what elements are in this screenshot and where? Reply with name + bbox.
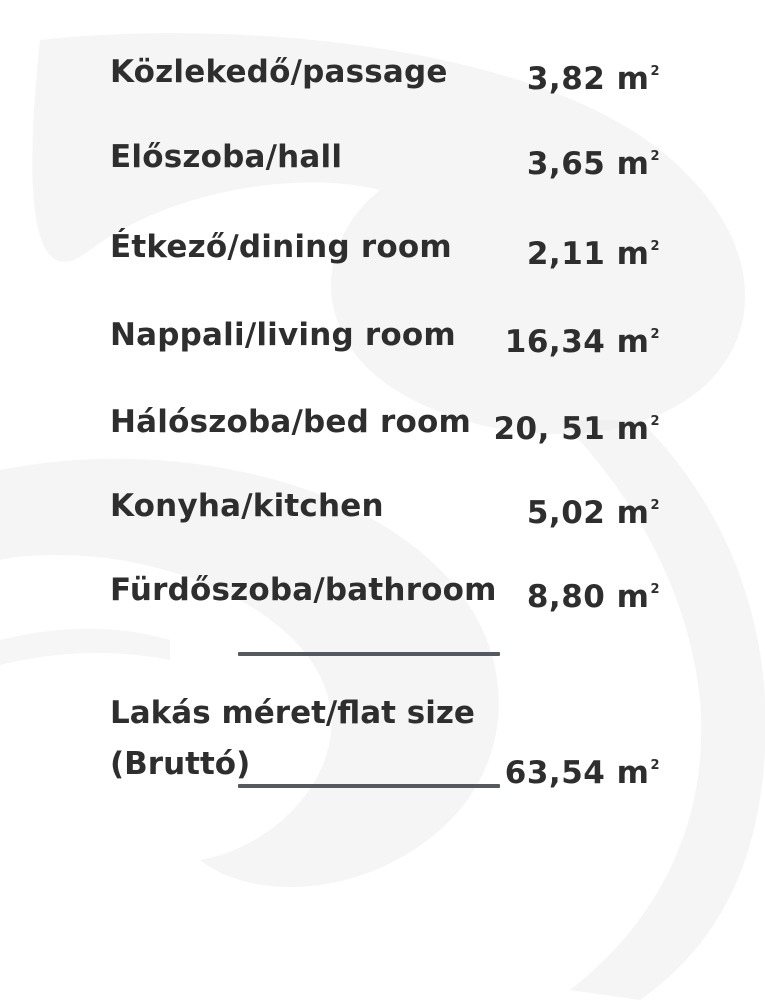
unit-superscript: 2 bbox=[650, 758, 660, 773]
total-label-line1: Lakás méret/flat size bbox=[110, 695, 475, 731]
total-area bbox=[505, 746, 660, 793]
room-row-dining-room bbox=[110, 227, 660, 272]
area-value: 2,11 bbox=[526, 236, 606, 272]
room-row-kitchen bbox=[110, 486, 660, 531]
area-value: 3,82 bbox=[526, 61, 606, 97]
sum-divider bbox=[238, 652, 500, 656]
room-area bbox=[527, 570, 660, 617]
unit-text: m bbox=[616, 495, 650, 531]
area-unit bbox=[617, 755, 660, 791]
room-area bbox=[527, 486, 660, 533]
unit-text: m bbox=[616, 755, 650, 791]
room-row-bed-room bbox=[110, 402, 660, 447]
unit-superscript: 2 bbox=[650, 149, 660, 164]
area-unit bbox=[617, 146, 660, 182]
area-unit bbox=[617, 495, 660, 531]
unit-superscript: 2 bbox=[650, 239, 660, 254]
unit-text: m bbox=[616, 61, 650, 97]
unit-text: m bbox=[616, 324, 650, 360]
room-area bbox=[505, 315, 660, 362]
room-name: Hálószoba/bed room bbox=[110, 404, 471, 440]
unit-text: m bbox=[616, 236, 650, 272]
room-name: Közlekedő/passage bbox=[110, 54, 448, 90]
unit-text: m bbox=[616, 146, 650, 182]
room-name: Étkező/dining room bbox=[110, 229, 452, 265]
room-name: Fürdőszoba/bathroom bbox=[110, 572, 497, 608]
unit-superscript: 2 bbox=[650, 498, 660, 513]
area-unit bbox=[617, 411, 660, 447]
area-unit bbox=[617, 579, 660, 615]
room-row-hall bbox=[110, 137, 660, 182]
total-label-line2: (Bruttó) bbox=[110, 746, 251, 782]
room-row-passage bbox=[110, 52, 660, 97]
room-name: Előszoba/hall bbox=[110, 139, 343, 175]
area-value: 63,54 bbox=[504, 755, 606, 791]
area-value: 16,34 bbox=[504, 324, 606, 360]
unit-superscript: 2 bbox=[650, 327, 660, 342]
unit-superscript: 2 bbox=[650, 64, 660, 79]
room-name: Konyha/kitchen bbox=[110, 488, 384, 524]
total-underline bbox=[238, 784, 500, 788]
area-unit bbox=[617, 236, 660, 272]
area-unit bbox=[617, 324, 660, 360]
room-name: Nappali/living room bbox=[110, 317, 456, 353]
area-value: 8,80 bbox=[526, 579, 606, 615]
room-area bbox=[493, 402, 660, 449]
room-area bbox=[527, 227, 660, 274]
room-row-bathroom bbox=[110, 570, 660, 615]
area-value: 20, 51 bbox=[493, 411, 606, 447]
unit-text: m bbox=[616, 579, 650, 615]
area-value: 5,02 bbox=[526, 495, 606, 531]
area-value: 3,65 bbox=[526, 146, 606, 182]
room-area bbox=[527, 137, 660, 184]
area-unit bbox=[617, 61, 660, 97]
unit-text: m bbox=[616, 411, 650, 447]
room-area bbox=[527, 52, 660, 99]
unit-superscript: 2 bbox=[650, 414, 660, 429]
unit-superscript: 2 bbox=[650, 582, 660, 597]
room-row-living-room bbox=[110, 315, 660, 360]
